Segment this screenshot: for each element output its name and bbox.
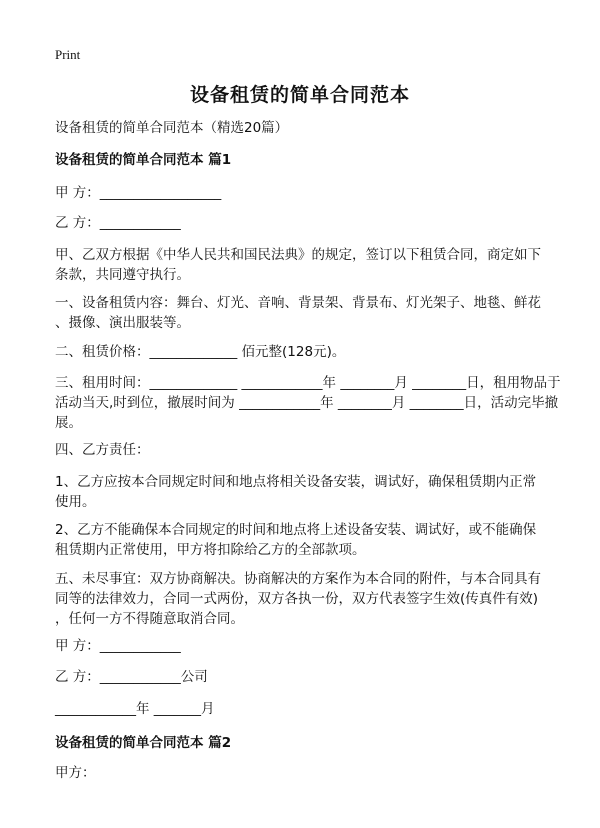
text-line: 设备租赁的简单合同范本（精选20篇） [55, 120, 289, 136]
text-line: 甲、乙双方根据《中华人民共和国民法典》的规定，签订以下租赁合同，商定如下 [55, 247, 541, 263]
text-line: 设备租赁的简单合同范本 篇2 [55, 735, 232, 751]
text-line: 乙 方：____________ [55, 215, 181, 231]
paragraph [55, 699, 555, 719]
section-heading [55, 150, 555, 170]
text-line: ，任何一方不得随意取消合同。 [55, 611, 244, 627]
paragraph [55, 472, 555, 512]
paragraph [55, 520, 555, 560]
text-line: 同等的法律效力，合同一式两份，双方各执一份，双方代表签字生效(传真件有效) [55, 591, 539, 607]
text-line: 五、未尽事宜：双方协商解决。协商解决的方案作为本合同的附件，与本合同具有 [55, 571, 541, 587]
paragraph [55, 373, 561, 433]
paragraph [55, 569, 555, 629]
text-line: 设备租赁的简单合同范本 篇1 [55, 152, 232, 168]
text-line: 、摄像、演出服装等。 [55, 315, 190, 331]
paragraph [55, 440, 555, 460]
paragraph [55, 118, 555, 138]
text-line: 甲 方：____________ [55, 638, 181, 654]
section-heading [55, 733, 555, 753]
text-line: ____________年 _______月 [55, 701, 215, 717]
text-line: 乙 方：____________公司 [55, 669, 208, 685]
text-line: 展。 [55, 415, 82, 431]
text-line: 租赁期内正常使用，甲方将扣除给乙方的全部款项。 [55, 542, 366, 558]
paragraph [55, 245, 555, 285]
paragraph [55, 183, 555, 203]
text-line: 1、乙方应按本合同规定时间和地点将相关设备安装，调试好，确保租赁期内正常 [55, 474, 537, 490]
text-line: 三、租用时间：_____________ ____________年 ________月 ________日，租用物品于 [55, 375, 561, 391]
text-line: 活动当天,时到位，撤展时间为 ____________年 ________月 ________日，活动完毕撤 [55, 395, 559, 411]
paragraph [55, 667, 555, 687]
text-line: 二、租赁价格：_____________ 佰元整(128元)。 [55, 344, 346, 360]
paragraph [55, 342, 555, 362]
paragraph [55, 293, 555, 333]
document-title: 设备租赁的简单合同范本 [189, 84, 410, 106]
text-line: 2、乙方不能确保本合同规定的时间和地点将上述设备安装、调试好，或不能确保 [55, 522, 537, 538]
text-line: 使用。 [55, 494, 96, 510]
print-link[interactable]: Print [55, 47, 81, 62]
text-line: 四、乙方责任： [55, 442, 150, 458]
text-line: 一、设备租赁内容：舞台、灯光、音响、背景架、背景布、灯光架子、地毯、鲜花 [55, 295, 541, 311]
paragraph [55, 213, 555, 233]
text-line: 甲 方：__________________ [55, 185, 222, 201]
text-line: 条款，共同遵守执行。 [55, 267, 190, 283]
text-line: 甲方： [55, 765, 96, 781]
paragraph [55, 763, 555, 783]
paragraph [55, 636, 555, 656]
